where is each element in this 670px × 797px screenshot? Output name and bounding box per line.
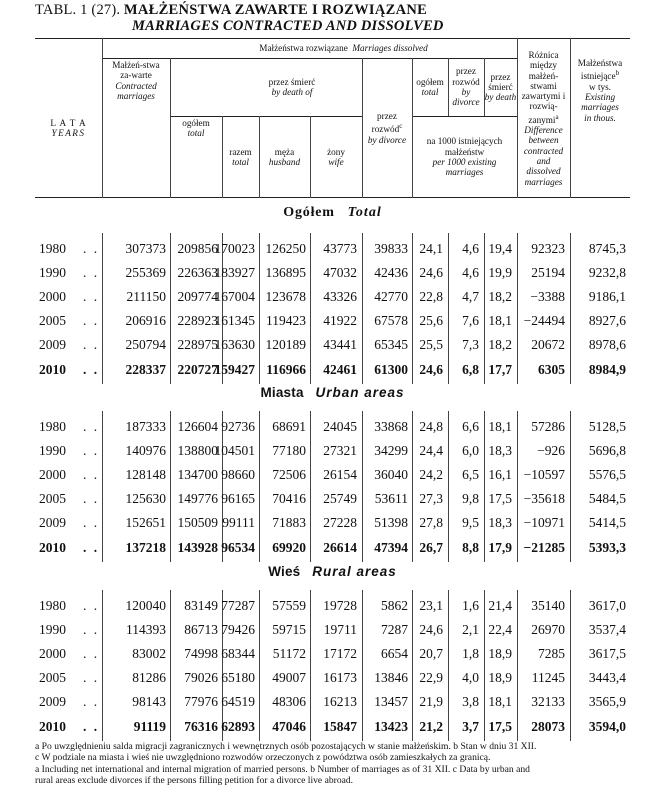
- cell-r-total: 23,1: [419, 598, 443, 613]
- header-death-total: razem total: [229, 146, 252, 167]
- cell-r-death: 17,7: [488, 361, 512, 377]
- table-row: [35, 642, 630, 666]
- cell-r-death: 22,4: [488, 622, 512, 638]
- cell-total: 220727: [177, 361, 218, 377]
- cell-total: 228923: [177, 313, 218, 329]
- cell-total: 77976: [184, 694, 218, 710]
- table-row: [35, 511, 630, 535]
- cell-r-total: 22,8: [419, 289, 443, 305]
- title-english: MARRIAGES CONTRACTED AND DISSOLVED: [132, 18, 444, 34]
- cell-r-death: 19,9: [488, 265, 512, 281]
- leader-dots: . .: [83, 515, 100, 531]
- cell-r-death: 18,9: [488, 646, 512, 662]
- footnote-pl-2: c W podziale na miasta i wieś nie uwzględniono rozwodów orzeczonych z powództwa osób zamieszkałych za granicą.: [35, 752, 491, 763]
- leader-dots: . .: [83, 646, 100, 662]
- cell-contracted: 211150: [126, 289, 166, 305]
- cell-divorce: 39833: [374, 241, 408, 256]
- section-title-pl: Miasta: [260, 385, 304, 400]
- cell-total: 228975: [177, 337, 218, 353]
- cell-wife: 16213: [323, 694, 357, 710]
- cell-divorce: 34299: [374, 443, 408, 459]
- row-year: 1980: [39, 598, 66, 613]
- cell-r-total: 20,7: [419, 646, 443, 662]
- cell-difference: −3388: [530, 289, 565, 305]
- table-row: [35, 594, 630, 618]
- cell-contracted: 120040: [125, 598, 166, 613]
- row-year: 2000: [39, 289, 66, 305]
- cell-wife: 27228: [323, 515, 357, 531]
- cell-divorce: 13423: [374, 718, 408, 734]
- leader-dots: . .: [83, 622, 100, 638]
- cell-difference: 26970: [531, 622, 565, 638]
- leader-dots: . .: [83, 361, 100, 377]
- header-rate-divorce: przez rozwód by divorce: [452, 66, 480, 108]
- cell-difference: 25194: [531, 265, 565, 281]
- leader-dots: . .: [83, 491, 100, 507]
- cell-existing: 3537,4: [588, 622, 626, 638]
- row-year: 1990: [39, 443, 66, 459]
- cell-contracted: 137218: [125, 539, 166, 555]
- cell-difference: 7285: [538, 646, 565, 662]
- cell-divorce: 61300: [374, 361, 408, 377]
- table-row: [35, 285, 630, 309]
- row-year: 2000: [39, 467, 66, 483]
- cell-husband: 69920: [272, 539, 306, 555]
- table-row: [35, 463, 630, 487]
- cell-contracted: 228337: [125, 361, 166, 377]
- header-by-divorce: przez rozwód$^c$ by divorce: [367, 111, 407, 145]
- cell-existing: 3443,4: [588, 670, 626, 686]
- cell-death-total: 79426: [221, 622, 255, 638]
- cell-r-death: 19,4: [488, 241, 512, 256]
- cell-husband: 136895: [265, 265, 306, 281]
- cell-r-total: 24,8: [419, 419, 443, 434]
- cell-contracted: 152651: [125, 515, 166, 531]
- row-year: 2005: [39, 670, 66, 686]
- cell-existing: 3594,0: [588, 718, 626, 734]
- cell-total: 149776: [177, 491, 218, 507]
- cell-r-total: 24,1: [419, 241, 443, 256]
- table-row: [35, 618, 630, 642]
- cell-contracted: 125630: [125, 491, 166, 507]
- table-row: [35, 439, 630, 463]
- cell-difference: 6305: [538, 361, 565, 377]
- cell-r-death: 18,1: [488, 313, 512, 329]
- cell-wife: 47032: [323, 265, 357, 281]
- cell-wife: 43326: [323, 289, 357, 305]
- section-title-en: Rural areas: [312, 564, 397, 579]
- cell-difference: 35140: [531, 598, 565, 613]
- cell-wife: 26154: [323, 467, 357, 483]
- cell-existing: 8984,9: [588, 361, 626, 377]
- cell-existing: 3617,5: [588, 646, 626, 662]
- cell-r-death: 17,5: [488, 491, 512, 507]
- leader-dots: . .: [83, 289, 100, 305]
- cell-r-divorce: 3,8: [462, 694, 479, 710]
- cell-difference: 28073: [531, 718, 565, 734]
- cell-contracted: 98143: [132, 694, 166, 710]
- cell-r-total: 24,6: [419, 622, 443, 638]
- cell-existing: 9186,1: [588, 289, 626, 305]
- cell-r-total: 24,4: [419, 443, 443, 459]
- header-existing: Małżeństwa istniejące$^b$ w tys. Existing marriages in thous.: [577, 58, 623, 123]
- cell-death-total: 92736: [221, 419, 255, 434]
- cell-r-divorce: 8,8: [462, 539, 479, 555]
- cell-difference: −10971: [523, 515, 565, 531]
- cell-r-divorce: 7,6: [462, 313, 479, 329]
- cell-total: 143928: [177, 539, 218, 555]
- cell-difference: 57286: [531, 419, 565, 434]
- cell-divorce: 65345: [374, 337, 408, 353]
- cell-divorce: 6654: [381, 646, 408, 662]
- leader-dots: . .: [83, 337, 100, 353]
- cell-death-total: 64519: [221, 694, 255, 710]
- cell-husband: 77180: [272, 443, 306, 459]
- cell-existing: 8745,3: [588, 241, 626, 256]
- footnote-pl-1: a Po uwzględnieniu salda migracji zagranicznych i wewnętrznych osób pozostających w stanie małżeńskim. b Stan w dniu 31 XII.: [35, 741, 537, 752]
- cell-wife: 43773: [323, 241, 357, 256]
- cell-r-death: 18,2: [488, 337, 512, 353]
- cell-r-death: 16,1: [488, 467, 512, 483]
- row-year: 2010: [39, 361, 66, 377]
- cell-contracted: 255369: [125, 265, 166, 281]
- cell-total: 86713: [184, 622, 218, 638]
- cell-contracted: 128148: [125, 467, 166, 483]
- header-years: L A T A YEARS: [50, 117, 87, 138]
- leader-dots: . .: [83, 670, 100, 686]
- table-row: [35, 358, 630, 382]
- cell-total: 134700: [177, 467, 218, 483]
- cell-divorce: 51398: [374, 515, 408, 531]
- row-year: 2005: [39, 313, 66, 329]
- cell-r-divorce: 9,5: [462, 515, 479, 531]
- cell-wife: 25749: [323, 491, 357, 507]
- cell-existing: 5128,5: [588, 419, 626, 434]
- cell-existing: 5576,5: [588, 467, 626, 483]
- cell-death-total: 167004: [214, 289, 255, 305]
- cell-r-divorce: 4,6: [462, 241, 479, 256]
- header-per-1000: na 1000 istniejących małżeństw per 1000 existing marriages: [426, 136, 503, 178]
- cell-existing: 5414,5: [588, 515, 626, 531]
- cell-wife: 17172: [323, 646, 357, 662]
- cell-r-total: 24,2: [419, 467, 443, 483]
- cell-total: 76316: [184, 718, 218, 734]
- cell-r-death: 17,5: [488, 718, 512, 734]
- cell-husband: 68691: [272, 419, 306, 434]
- leader-dots: . .: [83, 539, 100, 555]
- cell-r-death: 17,9: [488, 539, 512, 555]
- table-row: [35, 715, 630, 739]
- leader-dots: . .: [83, 598, 100, 613]
- cell-death-total: 98660: [221, 467, 255, 483]
- cell-difference: 32133: [531, 694, 565, 710]
- cell-death-total: 96165: [221, 491, 255, 507]
- title-prefix: TABL. 1 (27).: [35, 2, 121, 18]
- row-year: 2009: [39, 337, 66, 353]
- cell-difference: −35618: [523, 491, 565, 507]
- cell-wife: 19711: [323, 622, 357, 638]
- title-polish-line: [35, 2, 427, 19]
- table-row: [35, 261, 630, 285]
- title-polish: MAŁŻEŃSTWA ZAWARTE I ROZWIĄZANE: [123, 2, 428, 18]
- header-contracted: Małżeń-stwa za-warte Contracted marriages: [112, 60, 160, 101]
- cell-difference: 92323: [531, 241, 565, 256]
- row-year: 2000: [39, 646, 66, 662]
- cell-r-death: 18,1: [488, 694, 512, 710]
- cell-wife: 19728: [323, 598, 357, 613]
- cell-difference: −10597: [523, 467, 565, 483]
- cell-existing: 5484,5: [588, 491, 626, 507]
- cell-death-total: 99111: [222, 515, 255, 531]
- cell-death-total: 68344: [221, 646, 255, 662]
- row-year: 2010: [39, 718, 66, 734]
- cell-existing: 3617,0: [588, 598, 626, 613]
- header-rate-death: przez śmierć by death: [484, 71, 517, 103]
- cell-husband: 49007: [272, 670, 306, 686]
- cell-total: 150509: [177, 515, 218, 531]
- cell-total: 79026: [184, 670, 218, 686]
- table-header: [35, 38, 630, 198]
- cell-husband: 59715: [272, 622, 306, 638]
- cell-difference: −21285: [523, 539, 565, 555]
- section-title-en: Urban areas: [315, 385, 405, 400]
- cell-divorce: 13846: [374, 670, 408, 686]
- cell-existing: 5696,8: [588, 443, 626, 459]
- cell-difference: 20672: [531, 337, 565, 353]
- row-year: 1980: [39, 241, 66, 256]
- header-dissolved: Małżeństwa rozwiązane Marriages dissolved: [259, 42, 428, 53]
- cell-contracted: 250794: [125, 337, 166, 353]
- table-row: [35, 487, 630, 511]
- cell-husband: 123678: [265, 289, 306, 305]
- leader-dots: . .: [83, 313, 100, 329]
- row-year: 1990: [39, 622, 66, 638]
- cell-r-total: 27,8: [419, 515, 443, 531]
- cell-r-total: 21,2: [419, 718, 443, 734]
- cell-r-total: 27,3: [419, 491, 443, 507]
- cell-existing: 5393,3: [588, 539, 626, 555]
- cell-wife: 26614: [323, 539, 357, 555]
- cell-contracted: 307373: [125, 241, 166, 256]
- cell-r-divorce: 3,7: [462, 718, 479, 734]
- cell-husband: 48306: [272, 694, 306, 710]
- cell-divorce: 33868: [374, 419, 408, 434]
- cell-divorce: 42770: [374, 289, 408, 305]
- cell-death-total: 96534: [221, 539, 255, 555]
- cell-death-total: 62893: [221, 718, 255, 734]
- table-row: [35, 309, 630, 333]
- cell-total: 74998: [184, 646, 218, 662]
- cell-total: 226363: [177, 265, 218, 281]
- header-husband: męża husband: [268, 146, 301, 167]
- cell-divorce: 5862: [381, 598, 408, 613]
- cell-wife: 15847: [323, 718, 357, 734]
- cell-existing: 3565,9: [588, 694, 626, 710]
- cell-difference: 11245: [531, 670, 565, 686]
- cell-r-divorce: 6,6: [462, 419, 479, 434]
- cell-husband: 57559: [272, 598, 306, 613]
- cell-husband: 72506: [272, 467, 306, 483]
- cell-r-divorce: 9,8: [462, 491, 479, 507]
- cell-r-total: 24,6: [419, 361, 443, 377]
- cell-contracted: 206916: [125, 313, 166, 329]
- section-title: [35, 564, 630, 579]
- header-by-death: przez śmierć by death of: [268, 76, 316, 97]
- cell-contracted: 81286: [132, 670, 166, 686]
- cell-r-divorce: 1,8: [462, 646, 479, 662]
- section-title-pl: Wieś: [268, 564, 301, 579]
- cell-r-divorce: 4,0: [462, 670, 479, 686]
- cell-total: 138800: [177, 443, 218, 459]
- cell-existing: 9232,8: [588, 265, 626, 281]
- cell-total: 209856: [177, 241, 218, 256]
- section-title: [35, 205, 630, 221]
- cell-divorce: 67578: [374, 313, 408, 329]
- cell-contracted: 187333: [125, 419, 166, 434]
- leader-dots: . .: [83, 718, 100, 734]
- table-row: [35, 666, 630, 690]
- cell-r-divorce: 4,7: [462, 289, 479, 305]
- cell-contracted: 83002: [132, 646, 166, 662]
- cell-divorce: 53611: [374, 491, 408, 507]
- leader-dots: . .: [83, 241, 100, 256]
- footnote-en-1: a Including net international and internal migration of married persons. b Number of marriages as of 31 XII. c Data by urban and: [35, 764, 530, 775]
- cell-death-total: 65180: [221, 670, 255, 686]
- cell-contracted: 91119: [133, 718, 166, 734]
- cell-r-divorce: 7,3: [462, 337, 479, 353]
- cell-r-divorce: 1,6: [462, 598, 479, 613]
- leader-dots: . .: [83, 467, 100, 483]
- cell-death-total: 183927: [214, 265, 255, 281]
- cell-divorce: 42436: [374, 265, 408, 281]
- cell-difference: −926: [537, 443, 565, 459]
- cell-death-total: 170023: [214, 241, 255, 256]
- cell-death-total: 163630: [214, 337, 255, 353]
- cell-r-divorce: 4,6: [462, 265, 479, 281]
- cell-r-total: 25,6: [419, 313, 443, 329]
- row-year: 2005: [39, 491, 66, 507]
- row-year: 2009: [39, 515, 66, 531]
- cell-r-total: 25,5: [419, 337, 443, 353]
- cell-r-death: 18,2: [488, 289, 512, 305]
- cell-husband: 119423: [266, 313, 306, 329]
- cell-r-divorce: 2,1: [462, 622, 479, 638]
- cell-wife: 41922: [323, 313, 357, 329]
- cell-contracted: 114393: [126, 622, 166, 638]
- header-total: ogółem total: [182, 117, 210, 138]
- table-row: [35, 333, 630, 357]
- cell-contracted: 140976: [125, 443, 166, 459]
- cell-husband: 71883: [272, 515, 306, 531]
- row-year: 2009: [39, 694, 66, 710]
- cell-husband: 116966: [266, 361, 306, 377]
- cell-wife: 27321: [323, 443, 357, 459]
- cell-r-divorce: 6,0: [462, 443, 479, 459]
- cell-r-divorce: 6,5: [462, 467, 479, 483]
- row-year: 1980: [39, 419, 66, 434]
- header-difference: Różnica między małżeń-stwami zawartymi i rozwią-zanymi$^a$ Difference between contracted and dissolved marriages: [521, 50, 566, 187]
- cell-r-death: 18,3: [488, 443, 512, 459]
- row-year: 1990: [39, 265, 66, 281]
- cell-death-total: 161345: [214, 313, 255, 329]
- table-row: [35, 690, 630, 714]
- cell-husband: 47046: [272, 718, 306, 734]
- leader-dots: . .: [83, 265, 100, 281]
- cell-wife: 16173: [323, 670, 357, 686]
- leader-dots: . .: [83, 694, 100, 710]
- cell-r-total: 26,7: [419, 539, 443, 555]
- cell-husband: 51172: [272, 646, 306, 662]
- cell-divorce: 7287: [381, 622, 408, 638]
- table-row: [35, 536, 630, 560]
- cell-r-total: 22,9: [419, 670, 443, 686]
- cell-r-total: 21,9: [419, 694, 443, 710]
- table-row: [35, 237, 630, 261]
- cell-r-death: 18,9: [488, 670, 512, 686]
- leader-dots: . .: [83, 443, 100, 459]
- cell-death-total: 159427: [214, 361, 255, 377]
- cell-total: 126604: [177, 419, 218, 434]
- cell-existing: 8927,6: [588, 313, 626, 329]
- section-title-pl: Ogółem: [283, 205, 335, 220]
- table-row: [35, 415, 630, 439]
- cell-divorce: 47394: [374, 539, 408, 555]
- row-year: 2010: [39, 539, 66, 555]
- cell-difference: −24494: [523, 313, 565, 329]
- cell-husband: 70416: [272, 491, 306, 507]
- header-wife: żony wife: [327, 146, 345, 167]
- cell-existing: 8978,6: [588, 337, 626, 353]
- cell-divorce: 13457: [374, 694, 408, 710]
- cell-death-total: 104501: [214, 443, 255, 459]
- cell-r-total: 24,6: [419, 265, 443, 281]
- cell-r-death: 21,4: [488, 598, 512, 613]
- cell-wife: 43441: [323, 337, 357, 353]
- cell-husband: 120189: [265, 337, 306, 353]
- section-title-en: Total: [347, 205, 382, 220]
- cell-r-death: 18,1: [488, 419, 512, 434]
- cell-wife: 42461: [323, 361, 357, 377]
- section-title: [35, 385, 630, 400]
- cell-divorce: 36040: [374, 467, 408, 483]
- cell-husband: 126250: [265, 241, 306, 256]
- header-rate-total: ogółem total: [416, 76, 444, 97]
- leader-dots: . .: [83, 419, 100, 434]
- cell-wife: 24045: [323, 419, 357, 434]
- cell-r-divorce: 6,8: [462, 361, 479, 377]
- cell-total: 83149: [184, 598, 218, 613]
- cell-r-death: 18,3: [488, 515, 512, 531]
- cell-total: 209774: [177, 289, 218, 305]
- cell-death-total: 77287: [221, 598, 255, 613]
- footnote-en-2: rural areas exclude divorces if the persons filling petition for a divorce live abroad.: [35, 775, 354, 786]
